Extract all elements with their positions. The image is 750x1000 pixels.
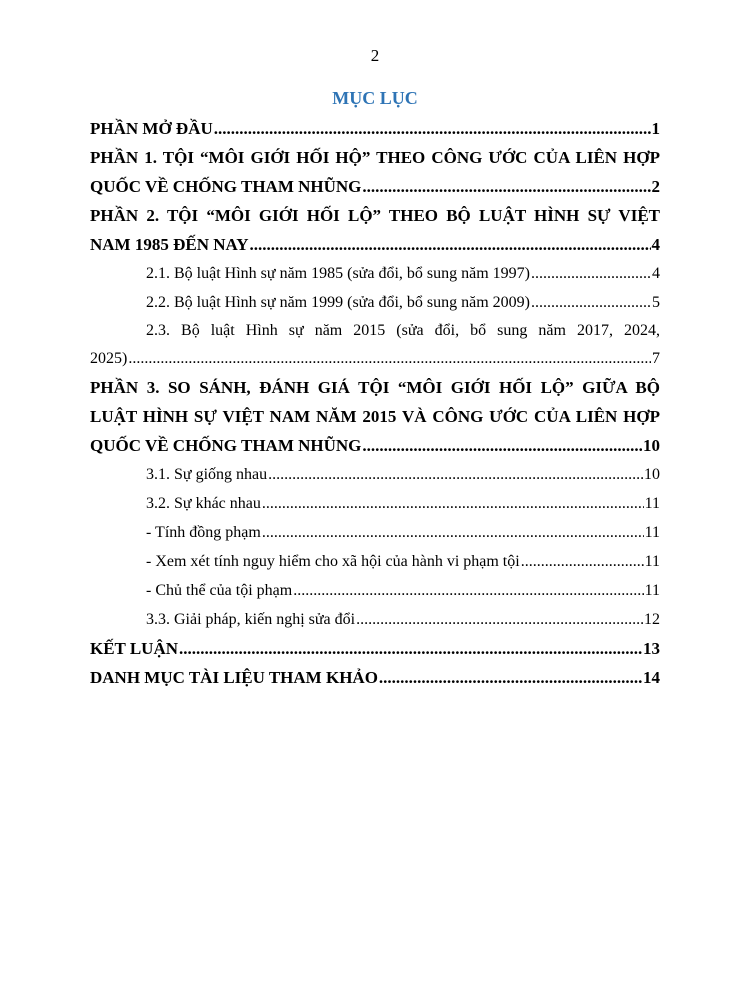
toc-entry-social-danger[interactable] [90,547,660,576]
toc-entry-title: PHẦN MỞ ĐẦU [90,119,213,138]
toc-entry-part-3[interactable] [90,373,660,460]
toc-entry-complicity[interactable] [90,518,660,547]
toc-entry-subject[interactable] [90,576,660,605]
toc-entry-title: DANH MỤC TÀI LIỆU THAM KHẢO [90,668,378,687]
toc-leader-dots [362,431,642,460]
toc-entry-3-3[interactable] [90,605,660,634]
toc-entry-3-2[interactable] [90,489,660,518]
toc-entry-page: 11 [644,495,660,512]
toc-entry-page: 5 [652,294,660,311]
table-of-contents [90,114,660,692]
toc-leader-dots [179,634,642,663]
toc-entry-references[interactable] [90,663,660,692]
toc-leader-dots [214,114,651,143]
toc-leader-dots [262,489,644,518]
toc-entry-title-line: PHẦN 3. SO SÁNH, ĐÁNH GIÁ TỘI “MÔI GIỚI HỐI LỘ” GIỮA BỘ [90,378,660,397]
toc-entry-2-1[interactable] [90,259,660,288]
toc-entry-page: 1 [651,119,660,138]
toc-entry-page: 14 [643,668,660,687]
toc-entry-title: - Xem xét tính nguy hiểm cho xã hội của hành vi phạm tội [146,553,520,570]
toc-leader-dots [521,547,644,576]
toc-entry-part-2[interactable] [90,201,660,259]
toc-entry-page: 4 [652,265,660,282]
toc-entry-title: 2.1. Bộ luật Hình sự năm 1985 (sửa đổi, bổ sung năm 1997) [146,265,530,282]
toc-leader-dots [293,576,643,605]
toc-entry-title-line: 2025) [90,350,128,367]
toc-entry-page: 11 [644,582,660,599]
toc-entry-title-line: NAM 1985 ĐẾN NAY [90,235,249,254]
toc-title: MỤC LỤC [332,88,418,108]
toc-entry-title-line: QUỐC VỀ CHỐNG THAM NHŨNG [90,436,362,455]
toc-entry-page: 10 [644,466,660,483]
toc-entry-introduction[interactable] [90,114,660,143]
toc-leader-dots [262,518,644,547]
toc-entry-2-2[interactable] [90,288,660,317]
toc-entry-title-line: LUẬT HÌNH SỰ VIỆT NAM NĂM 2015 VÀ CÔNG ƯỚC CỦA LIÊN HỢP [90,407,660,426]
toc-entry-page: 10 [643,436,660,455]
toc-leader-dots [250,230,651,259]
toc-entry-title-line: QUỐC VỀ CHỐNG THAM NHŨNG [90,177,362,196]
toc-leader-dots [356,605,643,634]
toc-entry-page: 11 [644,553,660,570]
toc-leader-dots [379,663,642,692]
toc-entry-title: - Chủ thể của tội phạm [146,582,293,599]
toc-entry-part-1[interactable] [90,143,660,201]
toc-entry-page: 12 [644,611,660,628]
toc-entry-2-3[interactable] [90,317,660,373]
toc-entry-title: 3.2. Sự khác nhau [146,495,261,512]
toc-leader-dots [268,460,643,489]
toc-entry-page: 11 [644,524,660,541]
toc-entry-title: KẾT LUẬN [90,639,179,658]
toc-leader-dots [362,172,650,201]
toc-entry-title: 3.1. Sự giống nhau [146,466,268,483]
toc-entry-page: 2 [651,177,660,196]
toc-entry-conclusion[interactable] [90,634,660,663]
toc-entry-page: 4 [651,235,660,254]
toc-entry-title: - Tính đồng phạm [146,524,261,541]
toc-entry-page: 13 [643,639,660,658]
toc-entry-title: 3.3. Giải pháp, kiến nghị sửa đổi [146,611,356,628]
toc-leader-dots [531,288,651,317]
page-number: 2 [370,46,380,65]
toc-entry-title-line: PHẦN 2. TỘI “MÔI GIỚI HỐI LỘ” THEO BỘ LUẬT HÌNH SỰ VIỆT [90,206,660,225]
toc-entry-title-line: PHẦN 1. TỘI “MÔI GIỚI HỐI HỘ” THEO CÔNG ƯỚC CỦA LIÊN HỢP [90,148,660,167]
toc-leader-dots [531,259,651,288]
toc-entry-3-1[interactable] [90,460,660,489]
toc-entry-title-line: 2.3. Bộ luật Hình sự năm 2015 (sửa đổi, bổ sung năm 2017, 2024, [146,322,660,339]
toc-entry-page: 7 [652,350,660,367]
toc-entry-title: 2.2. Bộ luật Hình sự năm 1999 (sửa đổi, bổ sung năm 2009) [146,294,530,311]
toc-leader-dots [128,345,651,373]
